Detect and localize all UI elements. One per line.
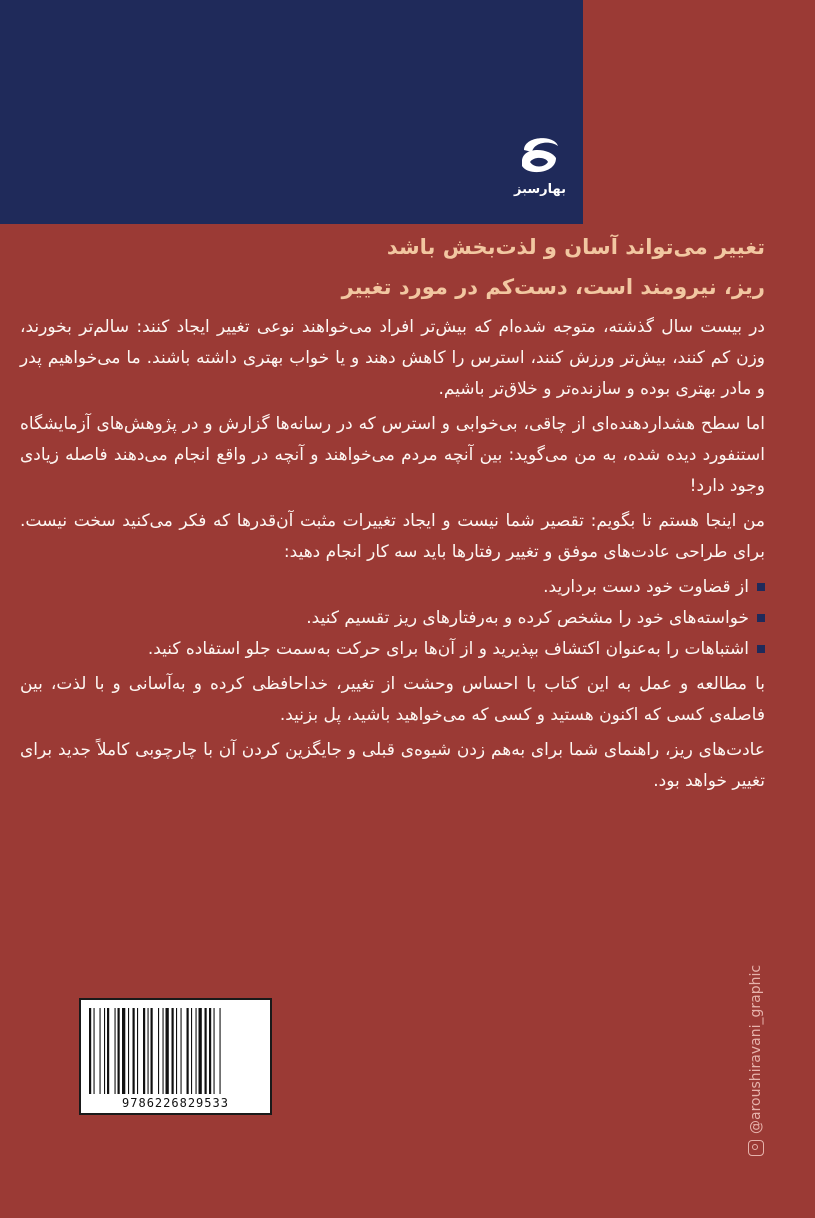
- barcode-bar: [166, 1008, 169, 1094]
- barcode-bar: [176, 1008, 177, 1094]
- paragraph: من اینجا هستم تا بگویم: تقصیر شما نیست و ایجاد تغییرات مثبت آن‌قدرها که فکر می‌کنید سخت نیست. برای طراحی عادت‌های موفق و تغییر رفتارها باید سه کار انجام دهید:: [20, 511, 765, 562]
- barcode-bar: [100, 1008, 101, 1094]
- barcode-bar: [89, 1008, 91, 1094]
- publisher-name: بهارسبز: [513, 182, 566, 197]
- barcode-bar: [118, 1008, 120, 1094]
- designer-handle: @aroushiravani_graphic: [748, 964, 764, 1134]
- isbn-number: 9786226829533: [122, 1096, 229, 1110]
- publisher-logo: [510, 130, 570, 210]
- barcode-bar: [151, 1008, 153, 1094]
- barcode-bar: [214, 1008, 215, 1094]
- designer-credit: [748, 965, 764, 1156]
- bullet-text: اشتباهات را به‌عنوان اکتشاف بپذیرید و از آن‌ها برای حرکت به‌سمت جلو استفاده کنید.: [147, 639, 749, 659]
- header-color-block: [0, 0, 583, 224]
- paragraph: اما سطح هشداردهنده‌ای از چاقی، بی‌خوابی و استرس که در رسانه‌ها گزارش و در پژوهش‌های آزمایشگاه استنفورد دیده شده، به من می‌گوید: بین آنچه مردم می‌خواهند و آنچه در واقع انجام می‌دهند فاصله زیادی وجود دارد!: [20, 414, 765, 496]
- bullet-list: [20, 572, 765, 665]
- barcode-bar: [128, 1008, 129, 1094]
- barcode-bar: [104, 1008, 105, 1094]
- barcode-bar: [133, 1008, 135, 1094]
- paragraph: در بیست سال گذشته، متوجه شده‌ام که بیش‌تر افراد می‌خواهند نوعی تغییر ایجاد کنند: سالم‌تر بخورند، وزن کم کنند، بیش‌تر ورزش کنند، استرس را کاهش دهند و یا خواب بهتری داشته باشند. ما می‌خواهیم پدر و مادر بهتری بوده و سازنده‌تر و خلاق‌تر باشیم.: [20, 317, 765, 399]
- instagram-icon: [748, 1140, 764, 1156]
- barcode-bar: [143, 1008, 145, 1094]
- back-cover-text: [20, 232, 765, 801]
- bullet-item: [20, 603, 765, 634]
- barcode-bar: [148, 1008, 149, 1094]
- barcode-bar: [220, 1008, 221, 1094]
- barcode-bar: [94, 1008, 95, 1094]
- barcode-bar: [158, 1008, 159, 1094]
- barcode-bar: [137, 1008, 138, 1094]
- barcode-bar: [181, 1008, 182, 1094]
- bullet-text: خواسته‌های خود را مشخص کرده و به‌رفتارهای ریز تقسیم کنید.: [306, 608, 749, 628]
- barcode-bar: [187, 1008, 189, 1094]
- square-bullet-icon: [757, 614, 765, 622]
- barcode-bar: [122, 1008, 125, 1094]
- bullet-item: [20, 634, 765, 665]
- barcode-bars: [87, 1008, 264, 1096]
- square-bullet-icon: [757, 645, 765, 653]
- barcode-bar: [205, 1008, 207, 1094]
- paragraph: با مطالعه و عمل به این کتاب با احساس وحشت از تغییر، خداحافظی کرده و به‌آسانی و با لذت، بین فاصله‌ی کسی که اکنون هستید و کسی که می‌خواهید باشید، پل بزنید.: [20, 674, 765, 725]
- bullet-item: [20, 572, 765, 603]
- barcode-bar: [199, 1008, 202, 1094]
- headline-1: تغییر می‌تواند آسان و لذت‌بخش باشد: [386, 235, 765, 259]
- headline-2: ریز، نیرومند است، دست‌کم در مورد تغییر: [341, 275, 765, 299]
- bullet-text: از قضاوت خود دست بردارید.: [543, 577, 749, 597]
- barcode-bar: [191, 1008, 192, 1094]
- barcode-bar: [172, 1008, 174, 1094]
- barcode: [79, 998, 272, 1115]
- barcode-bar: [115, 1008, 116, 1094]
- paragraph: عادت‌های ریز، راهنمای شما برای به‌هم زدن شیوه‌ی قبلی و جایگزین کردن آن با چارچوبی کاملاً جدید برای تغییر خواهد بود.: [20, 740, 765, 791]
- barcode-bar: [209, 1008, 211, 1094]
- barcode-bar: [196, 1008, 197, 1094]
- publisher-logo-icon: [510, 130, 570, 182]
- square-bullet-icon: [757, 583, 765, 591]
- barcode-bar: [107, 1008, 109, 1094]
- barcode-bar: [163, 1008, 164, 1094]
